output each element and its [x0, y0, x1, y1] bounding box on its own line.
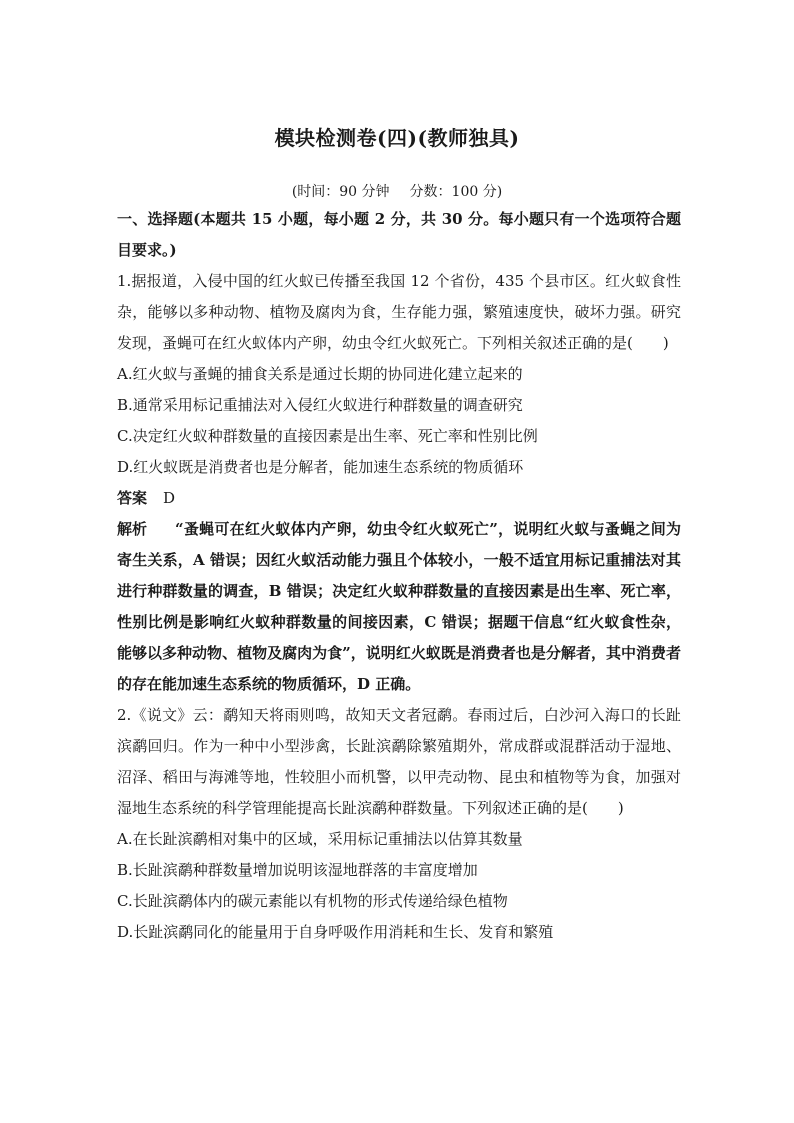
option-d: D.长趾滨鹬同化的能量用于自身呼吸作用消耗和生长、发育和繁殖: [117, 923, 554, 941]
option-b: B.长趾滨鹬种群数量增加说明该湿地群落的丰富度增加: [117, 861, 478, 879]
option-b: B.通常采用标记重捕法对入侵红火蚁进行种群数量的调查研究: [117, 396, 523, 414]
option-a: A.在长趾滨鹬相对集中的区域，采用标记重捕法以估算其数量: [117, 830, 523, 848]
exam-meta: [0, 181, 794, 201]
question-2: [117, 700, 681, 948]
question-stem: 2.《说文》云：鹬知天将雨则鸣，故知天文者冠鹬。春雨过后，白沙河入海口的长趾滨鹬回归。作为一种中小型涉禽，长趾滨鹬除繁殖期外，常成群或混群活动于湿地、沼泽、稻田与海滩等地，性较胆小而机警，以甲壳动物、昆虫和植物等为食，加强对湿地生态系统的科学管理能提高长趾滨鹬种群数量。下列叙述正确的是( ): [117, 706, 681, 817]
option-c: C.决定红火蚁种群数量的直接因素是出生率、死亡率和性别比例: [117, 427, 538, 445]
analysis-label: 解析: [117, 520, 148, 538]
answer-value: D: [163, 489, 176, 507]
document-body: [117, 204, 681, 948]
analysis-text: “蚤蝇可在红火蚁体内产卵，幼虫令红火蚁死亡”，说明红火蚁与蚤蝇之间为寄生关系，A 错误；因红火蚁活动能力强且个体较小，一般不适宜用标记重捕法对其进行种群数量的调查，B 错误；决定红火蚁种群数量的直接因素是出生率、死亡率，性别比例是影响红火蚁种群数量的间接因素，C 错误；据题干信息“红火蚁食性杂，能够以多种动物、植物及腐肉为食”，说明红火蚁既是消费者也是分解者，其中消费者的存在能加速生态系统的物质循环，D 正确。: [117, 520, 681, 693]
option-a: A.红火蚁与蚤蝇的捕食关系是通过长期的协同进化建立起来的: [117, 365, 523, 383]
question-stem: 1.据报道，入侵中国的红火蚁已传播至我国 12 个省份，435 个县市区。红火蚁食性杂，能够以多种动物、植物及腐肉为食，生存能力强，繁殖速度快，破坏力强。研究发现，蚤蝇可在红火蚁体内产卵，幼虫令红火蚁死亡。下列相关叙述正确的是( ): [117, 272, 681, 352]
exam-score: 分数：100 分): [409, 184, 503, 200]
question-1: [117, 266, 681, 700]
analysis-paragraph: [117, 514, 681, 700]
exam-time: (时间：90 分钟: [291, 184, 390, 200]
answer-label: 答案: [117, 489, 148, 507]
option-c: C.长趾滨鹬体内的碳元素能以有机物的形式传递给绿色植物: [117, 892, 508, 910]
section-heading: 一、选择题(本题共 15 小题，每小题 2 分，共 30 分。每小题只有一个选项符合题目要求。): [117, 210, 681, 259]
document-title: 模块检测卷(四)(教师独具): [274, 126, 520, 150]
option-d: D.红火蚁既是消费者也是分解者，能加速生态系统的物质循环: [117, 458, 524, 476]
answer-line: [117, 483, 681, 514]
